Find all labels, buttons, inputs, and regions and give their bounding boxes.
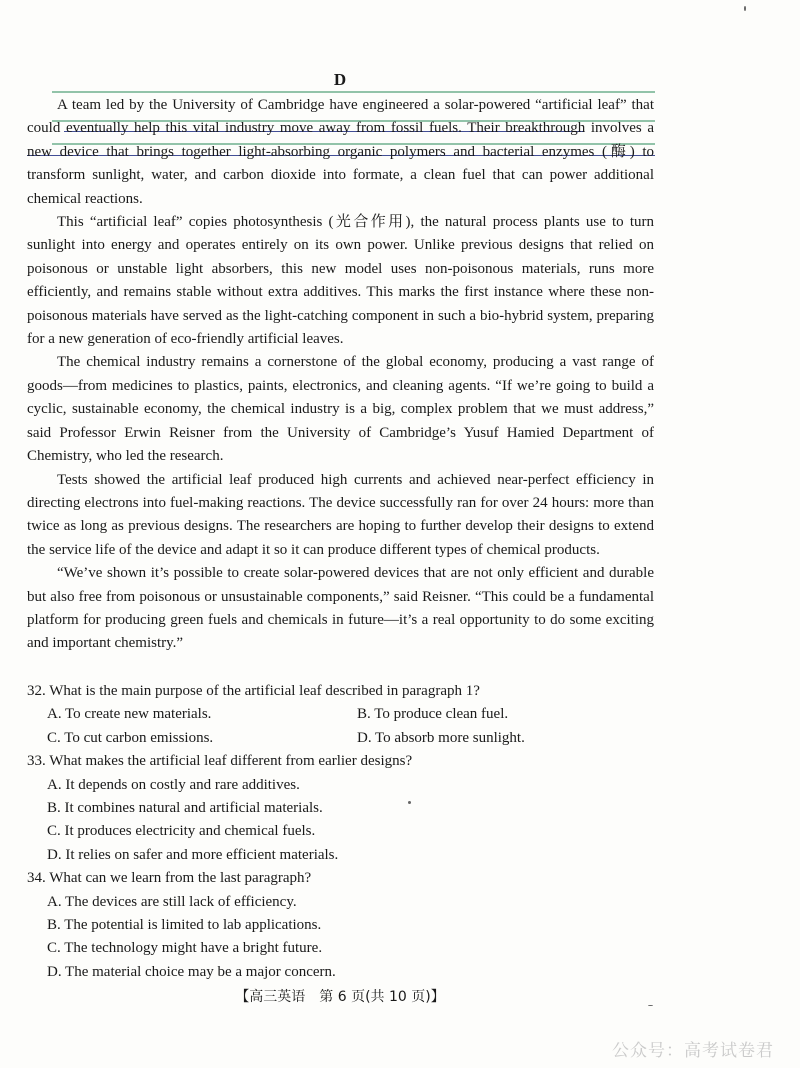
scan-speck <box>744 6 746 11</box>
scan-speck <box>648 1005 653 1006</box>
option-c: C. To cut carbon emissions. <box>47 729 214 746</box>
option-b: B. It combines natural and artificial materials. <box>47 800 323 817</box>
option-b: B. To produce clean fuel. <box>357 706 509 723</box>
question-list <box>27 680 667 984</box>
passage-paragraph-5: “We’ve shown it’s possible to create solar-powered devices that are not only efficient and durable but also free from poisonous or unsustainable components,” said Reisner. “This could be a fundamental platform for producing green fuels and chemicals in future—it’s a real opportunity to do some exciting and important chemistry.” <box>27 565 654 652</box>
scan-speck <box>408 801 411 804</box>
watermark: 公众号：高考试卷君 <box>612 1041 774 1061</box>
passage-paragraph-3: The chemical industry remains a cornerstone of the global economy, producing a vast range of goods—from medicines to plastics, paints, electronics, and cleaning agents. “If we’re going to build a cyclic, sustainable economy, the chemical industry is a big, complex problem that we must address,” said Professor Erwin Reisner from the University of Cambridge’s Yusuf Hamied Department of Chemistry, who led the research. <box>27 354 654 465</box>
reading-passage <box>27 94 654 656</box>
option-d: D. It relies on safer and more efficient materials. <box>47 846 339 863</box>
option-d: D. To absorb more sunlight. <box>357 729 525 746</box>
question-stem: 34. What can we learn from the last paragraph? <box>27 870 312 887</box>
option-d: D. The material choice may be a major concern. <box>47 963 336 980</box>
option-c: C. It produces electricity and chemical fuels. <box>47 823 316 840</box>
question-stem: 33. What makes the artificial leaf different from earlier designs? <box>27 753 413 770</box>
question-32 <box>27 680 667 750</box>
question-33 <box>27 750 667 867</box>
passage-paragraph-1: A team led by the University of Cambridge have engineered a solar-powered “artificial leaf” that could eventually help this vital industry move away from fossil fuels. Their breakthrough involves a new device that brings together light-absorbing organic polymers and bacterial enzymes (酶) to transform sunlight, water, and carbon dioxide into formate, a clean fuel that can power additional chemical reactions. <box>27 97 654 207</box>
option-c: C. The technology might have a bright future. <box>47 940 323 957</box>
option-b: B. The potential is limited to lab applications. <box>47 917 322 934</box>
option-a: A. To create new materials. <box>47 706 212 723</box>
question-stem: 32. What is the main purpose of the artificial leaf described in paragraph 1? <box>27 683 480 699</box>
passage-paragraph-4: Tests showed the artificial leaf produced high currents and achieved near-perfect efficiency in directing electrons into fuel-making reactions. The device successfully ran for over 24 hours: more than twice as long as previous designs. The researchers are hoping to further develop their designs to extend the service life of the device and adapt it so it can produce different types of chemical products. <box>27 471 654 558</box>
option-a: A. The devices are still lack of efficiency. <box>47 893 297 910</box>
options-row <box>27 727 667 750</box>
passage-paragraph-2: This “artificial leaf” copies photosynthesis (光合作用), the natural process plants use to turn sunlight into energy and operates entirely on its own power. Unlike previous designs that relied on poisonous or unstable light absorbers, this new model uses non-poisonous materials, runs more efficiently, and remains stable without extra additives. This marks the first instance where these non-poisonous materials have served as the light-catching component in such a bio-hybrid system, preparing for a new generation of eco-friendly artificial leaves. <box>27 214 654 348</box>
highlight-line <box>52 91 655 93</box>
option-a: A. It depends on costly and rare additives. <box>47 776 300 793</box>
page-footer: 【高三英语 第 6 页(共 10 页)】 <box>235 989 445 1005</box>
options-row <box>27 703 667 726</box>
section-letter: D <box>333 70 347 89</box>
question-34 <box>27 867 667 984</box>
